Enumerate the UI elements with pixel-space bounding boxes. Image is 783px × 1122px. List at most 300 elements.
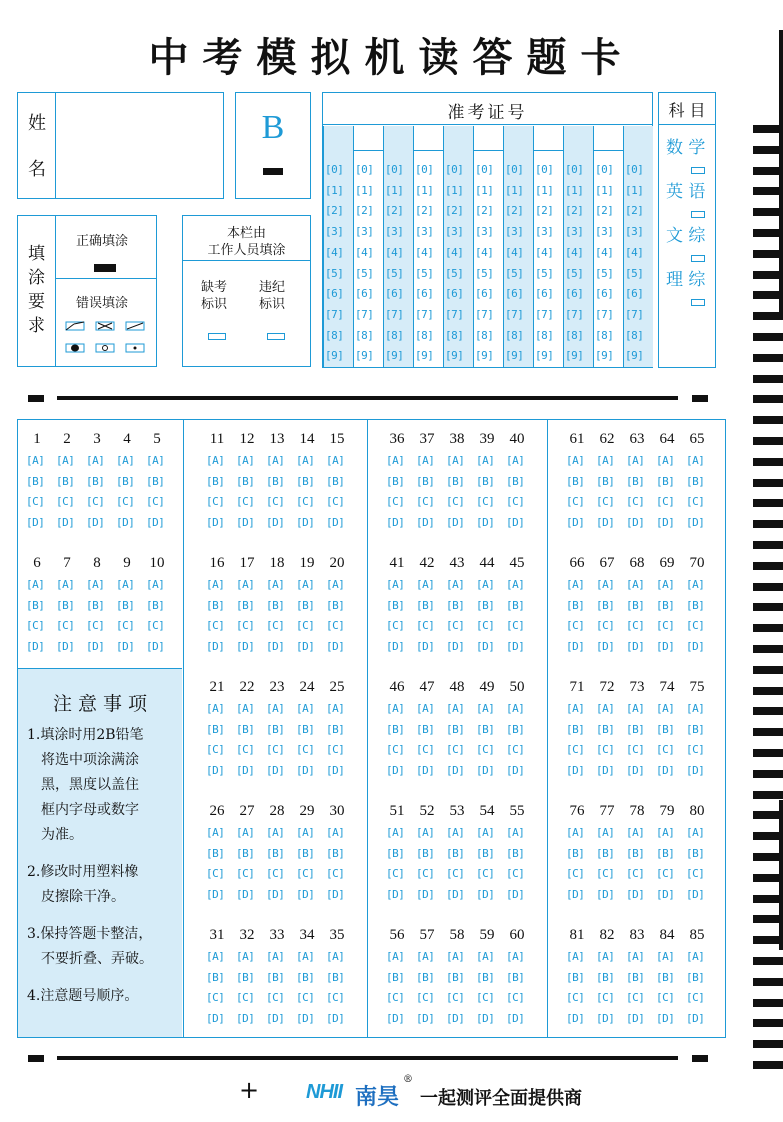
answer-bubble[interactable]: [D] xyxy=(476,763,495,777)
exam-id-bubble[interactable]: [0] xyxy=(565,163,584,176)
answer-bubble[interactable]: [C] xyxy=(626,495,645,508)
answer-bubble[interactable]: [D] xyxy=(86,515,105,529)
exam-id-bubble[interactable]: [3] xyxy=(385,225,404,239)
answer-bubble[interactable]: [B] xyxy=(386,846,405,860)
answer-bubble[interactable]: [B] xyxy=(386,598,405,612)
answer-bubble[interactable]: [B] xyxy=(326,722,345,736)
answer-bubble[interactable]: [D] xyxy=(626,763,645,777)
answer-bubble[interactable]: [D] xyxy=(236,763,255,777)
subject-bubble[interactable] xyxy=(691,167,705,174)
answer-bubble[interactable]: [D] xyxy=(266,515,285,529)
answer-bubble[interactable]: [D] xyxy=(236,887,255,901)
violation-bubble[interactable] xyxy=(267,333,285,340)
answer-bubble[interactable]: [B] xyxy=(326,846,345,860)
answer-bubble[interactable]: [A] xyxy=(686,578,705,591)
exam-id-bubble[interactable]: [8] xyxy=(625,328,644,342)
answer-bubble[interactable]: [D] xyxy=(656,1011,675,1025)
answer-bubble[interactable]: [A] xyxy=(566,950,585,963)
answer-bubble[interactable]: [A] xyxy=(656,454,675,467)
answer-bubble[interactable]: [D] xyxy=(626,887,645,901)
answer-bubble[interactable]: [C] xyxy=(56,495,75,508)
exam-id-bubble[interactable]: [4] xyxy=(535,245,554,259)
exam-id-bubble[interactable]: [1] xyxy=(625,183,644,197)
answer-bubble[interactable]: [B] xyxy=(206,722,225,736)
answer-bubble[interactable]: [A] xyxy=(266,826,285,839)
answer-bubble[interactable]: [B] xyxy=(416,722,435,736)
answer-bubble[interactable]: [C] xyxy=(236,743,255,756)
answer-bubble[interactable]: [A] xyxy=(206,578,225,591)
answer-bubble[interactable]: [D] xyxy=(26,515,45,529)
answer-bubble[interactable]: [D] xyxy=(626,515,645,529)
answer-bubble[interactable]: [A] xyxy=(626,454,645,467)
exam-id-bubble[interactable]: [0] xyxy=(415,163,434,176)
exam-id-bubble[interactable]: [6] xyxy=(505,287,524,301)
answer-bubble[interactable]: [A] xyxy=(326,578,345,591)
exam-id-bubble[interactable]: [9] xyxy=(415,349,434,363)
answer-bubble[interactable]: [B] xyxy=(266,846,285,860)
answer-bubble[interactable]: [D] xyxy=(656,639,675,653)
answer-bubble[interactable]: [C] xyxy=(206,743,225,756)
answer-bubble[interactable]: [A] xyxy=(656,826,675,839)
exam-id-bubble[interactable]: [0] xyxy=(505,163,524,176)
answer-bubble[interactable]: [C] xyxy=(656,867,675,880)
exam-id-bubble[interactable]: [9] xyxy=(625,349,644,363)
answer-bubble[interactable]: [D] xyxy=(566,639,585,653)
answer-bubble[interactable]: [C] xyxy=(386,743,405,756)
answer-bubble[interactable]: [A] xyxy=(566,702,585,715)
answer-bubble[interactable]: [B] xyxy=(626,474,645,488)
answer-bubble[interactable]: [B] xyxy=(656,722,675,736)
answer-bubble[interactable]: [A] xyxy=(266,454,285,467)
exam-id-bubble[interactable]: [7] xyxy=(505,307,524,321)
answer-bubble[interactable]: [D] xyxy=(416,887,435,901)
exam-id-bubble[interactable]: [9] xyxy=(505,349,524,363)
answer-bubble[interactable]: [C] xyxy=(236,619,255,632)
exam-id-bubble[interactable]: [5] xyxy=(415,266,434,280)
answer-bubble[interactable]: [D] xyxy=(56,515,75,529)
answer-bubble[interactable]: [D] xyxy=(386,1011,405,1025)
answer-bubble[interactable]: [B] xyxy=(146,474,165,488)
answer-bubble[interactable]: [B] xyxy=(266,474,285,488)
answer-bubble[interactable]: [C] xyxy=(26,619,45,632)
answer-bubble[interactable]: [A] xyxy=(296,454,315,467)
answer-bubble[interactable]: [C] xyxy=(686,495,705,508)
answer-bubble[interactable]: [D] xyxy=(326,639,345,653)
answer-bubble[interactable]: [D] xyxy=(686,515,705,529)
answer-bubble[interactable]: [C] xyxy=(266,495,285,508)
answer-bubble[interactable]: [D] xyxy=(266,639,285,653)
exam-id-bubble[interactable]: [9] xyxy=(445,349,464,363)
answer-bubble[interactable]: [B] xyxy=(476,722,495,736)
answer-bubble[interactable]: [A] xyxy=(506,454,525,467)
exam-id-bubble[interactable]: [5] xyxy=(535,266,554,280)
answer-bubble[interactable]: [C] xyxy=(626,619,645,632)
answer-bubble[interactable]: [D] xyxy=(506,515,525,529)
answer-bubble[interactable]: [C] xyxy=(506,619,525,632)
answer-bubble[interactable]: [D] xyxy=(386,515,405,529)
answer-bubble[interactable]: [C] xyxy=(566,495,585,508)
answer-bubble[interactable]: [B] xyxy=(26,474,45,488)
answer-bubble[interactable]: [D] xyxy=(596,1011,615,1025)
answer-bubble[interactable]: [C] xyxy=(566,867,585,880)
exam-id-bubble[interactable]: [4] xyxy=(625,245,644,259)
answer-bubble[interactable]: [C] xyxy=(206,991,225,1004)
exam-id-bubble[interactable]: [5] xyxy=(475,266,494,280)
answer-bubble[interactable]: [B] xyxy=(236,598,255,612)
answer-bubble[interactable]: [A] xyxy=(626,950,645,963)
answer-bubble[interactable]: [C] xyxy=(596,495,615,508)
answer-bubble[interactable]: [B] xyxy=(506,474,525,488)
answer-bubble[interactable]: [B] xyxy=(596,970,615,984)
answer-bubble[interactable]: [A] xyxy=(686,702,705,715)
answer-bubble[interactable]: [D] xyxy=(116,515,135,529)
answer-bubble[interactable]: [B] xyxy=(416,846,435,860)
answer-bubble[interactable]: [B] xyxy=(686,970,705,984)
answer-bubble[interactable]: [D] xyxy=(626,1011,645,1025)
answer-bubble[interactable]: [D] xyxy=(506,887,525,901)
answer-bubble[interactable]: [B] xyxy=(146,598,165,612)
answer-bubble[interactable]: [D] xyxy=(476,515,495,529)
exam-id-bubble[interactable]: [7] xyxy=(535,307,554,321)
exam-id-bubble[interactable]: [3] xyxy=(535,225,554,239)
exam-id-bubble[interactable]: [6] xyxy=(355,287,374,301)
answer-bubble[interactable]: [D] xyxy=(506,639,525,653)
exam-id-bubble[interactable]: [7] xyxy=(625,307,644,321)
answer-bubble[interactable]: [B] xyxy=(686,598,705,612)
answer-bubble[interactable]: [C] xyxy=(566,743,585,756)
answer-bubble[interactable]: [A] xyxy=(56,454,75,467)
answer-bubble[interactable]: [C] xyxy=(266,867,285,880)
exam-id-bubble[interactable]: [1] xyxy=(385,183,404,197)
answer-bubble[interactable]: [C] xyxy=(476,495,495,508)
answer-bubble[interactable]: [A] xyxy=(386,950,405,963)
exam-id-bubble[interactable]: [3] xyxy=(445,225,464,239)
answer-bubble[interactable]: [C] xyxy=(626,743,645,756)
exam-id-bubble[interactable]: [7] xyxy=(355,307,374,321)
answer-bubble[interactable]: [D] xyxy=(566,887,585,901)
exam-id-bubble[interactable]: [6] xyxy=(625,287,644,301)
answer-bubble[interactable]: [B] xyxy=(656,474,675,488)
answer-bubble[interactable]: [A] xyxy=(236,950,255,963)
answer-bubble[interactable]: [A] xyxy=(326,826,345,839)
exam-id-bubble[interactable]: [4] xyxy=(595,245,614,259)
answer-bubble[interactable]: [C] xyxy=(146,619,165,632)
answer-bubble[interactable]: [C] xyxy=(656,619,675,632)
answer-bubble[interactable]: [A] xyxy=(416,826,435,839)
answer-bubble[interactable]: [C] xyxy=(656,743,675,756)
answer-bubble[interactable]: [B] xyxy=(266,598,285,612)
answer-bubble[interactable]: [A] xyxy=(446,454,465,467)
exam-id-bubble[interactable]: [2] xyxy=(475,204,494,218)
answer-bubble[interactable]: [C] xyxy=(206,867,225,880)
exam-id-bubble[interactable]: [1] xyxy=(505,183,524,197)
exam-id-bubble[interactable]: [3] xyxy=(595,225,614,239)
answer-bubble[interactable]: [D] xyxy=(566,763,585,777)
answer-bubble[interactable]: [B] xyxy=(596,722,615,736)
answer-bubble[interactable]: [A] xyxy=(236,702,255,715)
answer-bubble[interactable]: [A] xyxy=(386,578,405,591)
answer-bubble[interactable]: [D] xyxy=(206,1011,225,1025)
answer-bubble[interactable]: [A] xyxy=(206,950,225,963)
answer-bubble[interactable]: [C] xyxy=(476,867,495,880)
answer-bubble[interactable]: [D] xyxy=(686,887,705,901)
answer-bubble[interactable]: [A] xyxy=(266,578,285,591)
answer-bubble[interactable]: [A] xyxy=(386,454,405,467)
answer-bubble[interactable]: [B] xyxy=(476,598,495,612)
answer-bubble[interactable]: [C] xyxy=(626,991,645,1004)
answer-bubble[interactable]: [D] xyxy=(296,639,315,653)
answer-bubble[interactable]: [C] xyxy=(386,867,405,880)
answer-bubble[interactable]: [B] xyxy=(566,846,585,860)
answer-bubble[interactable]: [D] xyxy=(596,639,615,653)
answer-bubble[interactable]: [C] xyxy=(416,619,435,632)
exam-id-bubble[interactable]: [9] xyxy=(475,349,494,363)
exam-id-bubble[interactable]: [8] xyxy=(415,328,434,342)
answer-bubble[interactable]: [D] xyxy=(326,887,345,901)
answer-bubble[interactable]: [C] xyxy=(416,991,435,1004)
answer-bubble[interactable]: [C] xyxy=(296,867,315,880)
answer-bubble[interactable]: [C] xyxy=(446,619,465,632)
exam-id-bubble[interactable]: [7] xyxy=(475,307,494,321)
answer-bubble[interactable]: [B] xyxy=(506,722,525,736)
answer-bubble[interactable]: [B] xyxy=(626,846,645,860)
exam-id-bubble[interactable]: [5] xyxy=(445,266,464,280)
answer-bubble[interactable]: [B] xyxy=(416,970,435,984)
answer-bubble[interactable]: [B] xyxy=(686,474,705,488)
answer-bubble[interactable]: [B] xyxy=(206,598,225,612)
answer-bubble[interactable]: [D] xyxy=(236,1011,255,1025)
exam-id-bubble[interactable]: [2] xyxy=(565,204,584,218)
exam-id-bubble[interactable]: [1] xyxy=(475,183,494,197)
answer-bubble[interactable]: [B] xyxy=(566,598,585,612)
answer-bubble[interactable]: [B] xyxy=(386,970,405,984)
answer-bubble[interactable]: [D] xyxy=(326,1011,345,1025)
answer-bubble[interactable]: [A] xyxy=(86,578,105,591)
answer-bubble[interactable]: [C] xyxy=(86,619,105,632)
subject-bubble[interactable] xyxy=(691,299,705,306)
exam-id-bubble[interactable]: [5] xyxy=(355,266,374,280)
exam-id-bubble[interactable]: [1] xyxy=(355,183,374,197)
answer-bubble[interactable]: [C] xyxy=(476,619,495,632)
answer-bubble[interactable]: [B] xyxy=(686,846,705,860)
answer-bubble[interactable]: [B] xyxy=(116,598,135,612)
exam-id-bubble[interactable]: [0] xyxy=(325,163,344,176)
answer-bubble[interactable]: [C] xyxy=(596,743,615,756)
answer-bubble[interactable]: [B] xyxy=(656,970,675,984)
answer-bubble[interactable]: [B] xyxy=(26,598,45,612)
exam-id-bubble[interactable]: [6] xyxy=(385,287,404,301)
answer-bubble[interactable]: [C] xyxy=(116,495,135,508)
answer-bubble[interactable]: [C] xyxy=(26,495,45,508)
exam-id-bubble[interactable]: [1] xyxy=(445,183,464,197)
answer-bubble[interactable]: [D] xyxy=(476,887,495,901)
answer-bubble[interactable]: [D] xyxy=(446,887,465,901)
answer-bubble[interactable]: [A] xyxy=(296,702,315,715)
answer-bubble[interactable]: [B] xyxy=(446,970,465,984)
answer-bubble[interactable]: [C] xyxy=(326,495,345,508)
answer-bubble[interactable]: [B] xyxy=(446,722,465,736)
exam-id-bubble[interactable]: [5] xyxy=(595,266,614,280)
answer-bubble[interactable]: [C] xyxy=(656,991,675,1004)
answer-bubble[interactable]: [B] xyxy=(296,722,315,736)
answer-bubble[interactable]: [B] xyxy=(386,474,405,488)
exam-id-bubble[interactable]: [6] xyxy=(565,287,584,301)
answer-bubble[interactable]: [C] xyxy=(656,495,675,508)
answer-bubble[interactable]: [D] xyxy=(296,763,315,777)
answer-bubble[interactable]: [A] xyxy=(596,826,615,839)
exam-id-bubble[interactable]: [0] xyxy=(475,163,494,176)
exam-id-bubble[interactable]: [4] xyxy=(415,245,434,259)
exam-id-bubble[interactable]: [4] xyxy=(385,245,404,259)
answer-bubble[interactable]: [B] xyxy=(86,474,105,488)
answer-bubble[interactable]: [A] xyxy=(236,826,255,839)
answer-bubble[interactable]: [D] xyxy=(296,1011,315,1025)
answer-bubble[interactable]: [B] xyxy=(206,474,225,488)
answer-bubble[interactable]: [A] xyxy=(596,702,615,715)
exam-id-bubble[interactable]: [2] xyxy=(535,204,554,218)
answer-bubble[interactable]: [D] xyxy=(386,763,405,777)
answer-bubble[interactable]: [C] xyxy=(146,495,165,508)
answer-bubble[interactable]: [B] xyxy=(326,970,345,984)
answer-bubble[interactable]: [A] xyxy=(686,454,705,467)
answer-bubble[interactable]: [C] xyxy=(416,867,435,880)
exam-id-bubble[interactable]: [6] xyxy=(595,287,614,301)
exam-id-bubble[interactable]: [2] xyxy=(325,204,344,218)
answer-bubble[interactable]: [B] xyxy=(296,474,315,488)
answer-bubble[interactable]: [A] xyxy=(26,578,45,591)
exam-id-bubble[interactable]: [0] xyxy=(595,163,614,176)
answer-bubble[interactable]: [B] xyxy=(446,598,465,612)
answer-bubble[interactable]: [D] xyxy=(56,639,75,653)
answer-bubble[interactable]: [A] xyxy=(26,454,45,467)
answer-bubble[interactable]: [A] xyxy=(296,578,315,591)
answer-bubble[interactable]: [B] xyxy=(56,474,75,488)
answer-bubble[interactable]: [B] xyxy=(236,722,255,736)
answer-bubble[interactable]: [C] xyxy=(446,495,465,508)
answer-bubble[interactable]: [D] xyxy=(686,1011,705,1025)
answer-bubble[interactable]: [C] xyxy=(326,991,345,1004)
answer-bubble[interactable]: [A] xyxy=(626,578,645,591)
answer-bubble[interactable]: [D] xyxy=(416,1011,435,1025)
subject-bubble[interactable] xyxy=(691,255,705,262)
answer-bubble[interactable]: [D] xyxy=(146,515,165,529)
answer-bubble[interactable]: [D] xyxy=(116,639,135,653)
exam-id-bubble[interactable]: [5] xyxy=(505,266,524,280)
answer-bubble[interactable]: [C] xyxy=(446,991,465,1004)
answer-bubble[interactable]: [B] xyxy=(446,474,465,488)
answer-bubble[interactable]: [D] xyxy=(416,639,435,653)
answer-bubble[interactable]: [B] xyxy=(656,846,675,860)
exam-id-bubble[interactable]: [8] xyxy=(475,328,494,342)
answer-bubble[interactable]: [B] xyxy=(296,846,315,860)
answer-bubble[interactable]: [B] xyxy=(596,474,615,488)
exam-id-bubble[interactable]: [0] xyxy=(535,163,554,176)
exam-id-bubble[interactable]: [4] xyxy=(475,245,494,259)
exam-id-bubble[interactable]: [2] xyxy=(445,204,464,218)
answer-bubble[interactable]: [D] xyxy=(446,639,465,653)
answer-bubble[interactable]: [B] xyxy=(206,846,225,860)
answer-bubble[interactable]: [D] xyxy=(416,515,435,529)
exam-id-bubble[interactable]: [5] xyxy=(565,266,584,280)
answer-bubble[interactable]: [D] xyxy=(266,1011,285,1025)
answer-bubble[interactable]: [B] xyxy=(266,970,285,984)
answer-bubble[interactable]: [C] xyxy=(506,867,525,880)
answer-bubble[interactable]: [D] xyxy=(296,515,315,529)
answer-bubble[interactable]: [B] xyxy=(566,474,585,488)
exam-id-bubble[interactable]: [0] xyxy=(385,163,404,176)
answer-bubble[interactable]: [B] xyxy=(476,970,495,984)
answer-bubble[interactable]: [A] xyxy=(416,578,435,591)
answer-bubble[interactable]: [B] xyxy=(506,846,525,860)
answer-bubble[interactable]: [C] xyxy=(566,991,585,1004)
answer-bubble[interactable]: [D] xyxy=(656,763,675,777)
answer-bubble[interactable]: [A] xyxy=(476,950,495,963)
answer-bubble[interactable]: [C] xyxy=(416,495,435,508)
answer-bubble[interactable]: [A] xyxy=(146,454,165,467)
answer-bubble[interactable]: [D] xyxy=(656,887,675,901)
answer-bubble[interactable]: [B] xyxy=(626,598,645,612)
answer-bubble[interactable]: [A] xyxy=(266,702,285,715)
answer-bubble[interactable]: [A] xyxy=(206,454,225,467)
exam-id-bubble[interactable]: [1] xyxy=(325,183,344,197)
exam-id-bubble[interactable]: [8] xyxy=(565,328,584,342)
answer-bubble[interactable]: [A] xyxy=(146,578,165,591)
answer-bubble[interactable]: [B] xyxy=(596,598,615,612)
exam-id-bubble[interactable]: [3] xyxy=(565,225,584,239)
answer-bubble[interactable]: [B] xyxy=(476,474,495,488)
answer-bubble[interactable]: [A] xyxy=(506,578,525,591)
exam-id-bubble[interactable]: [5] xyxy=(625,266,644,280)
answer-bubble[interactable]: [C] xyxy=(56,619,75,632)
exam-id-bubble[interactable]: [4] xyxy=(565,245,584,259)
exam-id-bubble[interactable]: [2] xyxy=(595,204,614,218)
answer-bubble[interactable]: [A] xyxy=(506,826,525,839)
exam-id-bubble[interactable]: [1] xyxy=(565,183,584,197)
answer-bubble[interactable]: [C] xyxy=(686,743,705,756)
answer-bubble[interactable]: [D] xyxy=(326,763,345,777)
answer-bubble[interactable]: [A] xyxy=(116,454,135,467)
answer-bubble[interactable]: [A] xyxy=(296,950,315,963)
answer-bubble[interactable]: [B] xyxy=(296,598,315,612)
answer-bubble[interactable]: [B] xyxy=(626,722,645,736)
answer-bubble[interactable]: [D] xyxy=(596,763,615,777)
answer-bubble[interactable]: [A] xyxy=(416,702,435,715)
answer-bubble[interactable]: [C] xyxy=(236,495,255,508)
answer-bubble[interactable]: [A] xyxy=(506,950,525,963)
exam-id-bubble[interactable]: [9] xyxy=(385,349,404,363)
answer-bubble[interactable]: [B] xyxy=(296,970,315,984)
answer-bubble[interactable]: [A] xyxy=(416,950,435,963)
answer-bubble[interactable]: [C] xyxy=(86,495,105,508)
answer-bubble[interactable]: [C] xyxy=(686,867,705,880)
answer-bubble[interactable]: [D] xyxy=(386,639,405,653)
answer-bubble[interactable]: [C] xyxy=(206,495,225,508)
exam-id-bubble[interactable]: [3] xyxy=(325,225,344,239)
exam-id-bubble[interactable]: [7] xyxy=(325,307,344,321)
exam-id-bubble[interactable]: [6] xyxy=(445,287,464,301)
answer-bubble[interactable]: [D] xyxy=(146,639,165,653)
answer-bubble[interactable]: [C] xyxy=(266,619,285,632)
answer-bubble[interactable]: [D] xyxy=(506,763,525,777)
answer-bubble[interactable]: [C] xyxy=(296,991,315,1004)
answer-bubble[interactable]: [C] xyxy=(506,743,525,756)
answer-bubble[interactable]: [C] xyxy=(686,619,705,632)
answer-bubble[interactable]: [C] xyxy=(116,619,135,632)
answer-bubble[interactable]: [D] xyxy=(386,887,405,901)
answer-bubble[interactable]: [A] xyxy=(596,454,615,467)
answer-bubble[interactable]: [A] xyxy=(476,826,495,839)
answer-bubble[interactable]: [B] xyxy=(476,846,495,860)
